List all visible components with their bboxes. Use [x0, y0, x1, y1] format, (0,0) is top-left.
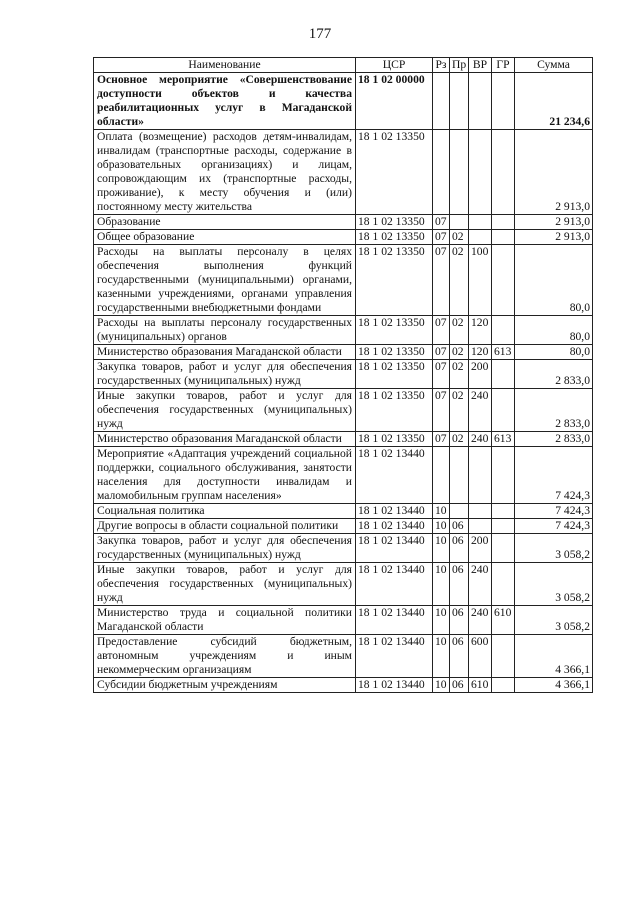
table-row	[94, 360, 593, 389]
row-pr: 02	[450, 245, 469, 316]
row-sum: 2 833,0	[515, 432, 593, 447]
table-row	[94, 447, 593, 504]
row-pr: 02	[450, 360, 469, 389]
row-pr: 06	[450, 606, 469, 635]
row-gr	[492, 360, 515, 389]
row-rz: 10	[433, 635, 450, 678]
table-row	[94, 230, 593, 245]
row-vr	[469, 504, 492, 519]
row-sum: 80,0	[515, 345, 593, 360]
row-sum: 3 058,2	[515, 606, 593, 635]
row-pr: 02	[450, 316, 469, 345]
table-row	[94, 519, 593, 534]
row-gr	[492, 534, 515, 563]
row-csr: 18 1 02 13440	[356, 519, 433, 534]
row-rz: 10	[433, 504, 450, 519]
row-csr: 18 1 02 13350	[356, 432, 433, 447]
row-pr: 06	[450, 563, 469, 606]
table-row	[94, 678, 593, 693]
row-name: Министерство образования Магаданской области	[94, 345, 356, 360]
row-csr: 18 1 02 13350	[356, 316, 433, 345]
row-rz: 10	[433, 678, 450, 693]
row-gr	[492, 678, 515, 693]
row-vr	[469, 519, 492, 534]
row-gr	[492, 447, 515, 504]
row-csr: 18 1 02 13350	[356, 245, 433, 316]
row-name: Иные закупки товаров, работ и услуг для обеспечения государственных (муниципальных) нужд	[94, 389, 356, 432]
row-rz: 07	[433, 230, 450, 245]
row-name: Расходы на выплаты персоналу государственных (муниципальных) органов	[94, 316, 356, 345]
row-gr	[492, 73, 515, 130]
row-csr: 18 1 02 13350	[356, 360, 433, 389]
row-rz: 07	[433, 345, 450, 360]
table-row	[94, 389, 593, 432]
table-row	[94, 245, 593, 316]
row-sum: 3 058,2	[515, 534, 593, 563]
row-name: Основное мероприятие «Совершенствование доступности объектов и качества реабилитационных услуг в Магаданской области»	[94, 73, 356, 130]
row-pr: 06	[450, 678, 469, 693]
row-sum: 7 424,3	[515, 504, 593, 519]
row-vr: 200	[469, 360, 492, 389]
row-sum: 2 833,0	[515, 360, 593, 389]
row-name: Общее образование	[94, 230, 356, 245]
row-csr: 18 1 02 13350	[356, 215, 433, 230]
row-rz	[433, 447, 450, 504]
row-sum: 2 833,0	[515, 389, 593, 432]
row-sum: 2 913,0	[515, 230, 593, 245]
row-sum: 3 058,2	[515, 563, 593, 606]
row-gr	[492, 230, 515, 245]
row-name: Предоставление субсидий бюджетным, автономным учреждениям и иным некоммерческим организациям	[94, 635, 356, 678]
row-name: Закупка товаров, работ и услуг для обеспечения государственных (муниципальных) нужд	[94, 360, 356, 389]
row-name: Закупка товаров, работ и услуг для обеспечения государственных (муниципальных) нужд	[94, 534, 356, 563]
row-name: Министерство труда и социальной политики Магаданской области	[94, 606, 356, 635]
row-vr: 610	[469, 678, 492, 693]
row-gr	[492, 130, 515, 215]
row-rz	[433, 73, 450, 130]
row-csr: 18 1 02 13440	[356, 563, 433, 606]
table-row	[94, 606, 593, 635]
row-name: Субсидии бюджетным учреждениям	[94, 678, 356, 693]
row-csr: 18 1 02 13350	[356, 389, 433, 432]
row-vr	[469, 230, 492, 245]
header-rz: Рз	[433, 58, 450, 73]
row-gr	[492, 215, 515, 230]
row-rz: 07	[433, 316, 450, 345]
row-pr	[450, 130, 469, 215]
row-rz: 07	[433, 215, 450, 230]
page-number: 177	[308, 26, 332, 42]
row-vr	[469, 215, 492, 230]
row-name: Другие вопросы в области социальной политики	[94, 519, 356, 534]
row-pr	[450, 215, 469, 230]
row-gr	[492, 245, 515, 316]
row-sum: 2 913,0	[515, 215, 593, 230]
row-name: Расходы на выплаты персоналу в целях обеспечения выполнения функций государственными (муниципальными) органами, казенными учреждениями, органами управления государственными внебюджетными фондами	[94, 245, 356, 316]
row-gr: 613	[492, 432, 515, 447]
row-sum: 7 424,3	[515, 447, 593, 504]
row-gr	[492, 316, 515, 345]
row-pr	[450, 504, 469, 519]
row-vr: 120	[469, 345, 492, 360]
header-sum: Сумма	[515, 58, 593, 73]
table-row	[94, 563, 593, 606]
row-name: Иные закупки товаров, работ и услуг для обеспечения государственных (муниципальных) нужд	[94, 563, 356, 606]
row-rz: 10	[433, 606, 450, 635]
row-pr	[450, 447, 469, 504]
row-csr: 18 1 02 13350	[356, 230, 433, 245]
row-rz: 07	[433, 245, 450, 316]
row-pr: 06	[450, 519, 469, 534]
row-sum: 2 913,0	[515, 130, 593, 215]
row-pr: 02	[450, 230, 469, 245]
row-pr: 02	[450, 432, 469, 447]
table-row	[94, 534, 593, 563]
row-name: Образование	[94, 215, 356, 230]
header-pr: Пр	[450, 58, 469, 73]
row-sum: 80,0	[515, 316, 593, 345]
row-pr: 02	[450, 389, 469, 432]
row-csr: 18 1 02 13440	[356, 504, 433, 519]
table-row	[94, 130, 593, 215]
header-vr: ВР	[469, 58, 492, 73]
row-vr: 100	[469, 245, 492, 316]
row-name: Мероприятие «Адаптация учреждений социальной поддержки, социального обслуживания, занятости населения для доступности инвалидам и маломобильным группам населения»	[94, 447, 356, 504]
row-sum: 4 366,1	[515, 678, 593, 693]
row-vr: 240	[469, 606, 492, 635]
row-pr: 06	[450, 635, 469, 678]
row-rz: 07	[433, 360, 450, 389]
row-gr	[492, 504, 515, 519]
row-gr	[492, 389, 515, 432]
row-csr: 18 1 02 13440	[356, 447, 433, 504]
header-csr: ЦСР	[356, 58, 433, 73]
header-name: Наименование	[94, 58, 356, 73]
table-row	[94, 215, 593, 230]
row-csr: 18 1 02 00000	[356, 73, 433, 130]
table-row	[94, 635, 593, 678]
table-header-row	[94, 58, 593, 73]
row-csr: 18 1 02 13350	[356, 345, 433, 360]
row-rz: 10	[433, 563, 450, 606]
row-sum: 7 424,3	[515, 519, 593, 534]
row-pr	[450, 73, 469, 130]
row-rz: 10	[433, 519, 450, 534]
row-rz: 10	[433, 534, 450, 563]
row-gr	[492, 519, 515, 534]
row-vr: 120	[469, 316, 492, 345]
row-csr: 18 1 02 13440	[356, 678, 433, 693]
table-row	[94, 345, 593, 360]
row-name: Социальная политика	[94, 504, 356, 519]
table-row	[94, 316, 593, 345]
row-name: Оплата (возмещение) расходов детям-инвалидам, инвалидам (транспортные расходы, содержание в образовательных организациях) и лицам, сопровождающим их (транспортные расходы, проживание), к месту обучения и (или) постоянному месту жительства	[94, 130, 356, 215]
table-row	[94, 73, 593, 130]
header-gr: ГР	[492, 58, 515, 73]
row-csr: 18 1 02 13440	[356, 534, 433, 563]
row-sum: 80,0	[515, 245, 593, 316]
row-vr: 240	[469, 432, 492, 447]
row-gr: 610	[492, 606, 515, 635]
row-vr: 200	[469, 534, 492, 563]
row-rz	[433, 130, 450, 215]
row-rz: 07	[433, 432, 450, 447]
row-rz: 07	[433, 389, 450, 432]
row-vr	[469, 130, 492, 215]
row-vr: 600	[469, 635, 492, 678]
row-csr: 18 1 02 13440	[356, 635, 433, 678]
row-vr: 240	[469, 563, 492, 606]
row-gr: 613	[492, 345, 515, 360]
row-pr: 02	[450, 345, 469, 360]
row-sum: 21 234,6	[515, 73, 593, 130]
row-csr: 18 1 02 13350	[356, 130, 433, 215]
row-vr: 240	[469, 389, 492, 432]
table-row	[94, 504, 593, 519]
row-name: Министерство образования Магаданской области	[94, 432, 356, 447]
row-vr	[469, 73, 492, 130]
table-row	[94, 432, 593, 447]
row-pr: 06	[450, 534, 469, 563]
row-vr	[469, 447, 492, 504]
row-gr	[492, 635, 515, 678]
row-csr: 18 1 02 13440	[356, 606, 433, 635]
row-sum: 4 366,1	[515, 635, 593, 678]
row-gr	[492, 563, 515, 606]
budget-table	[93, 57, 593, 693]
